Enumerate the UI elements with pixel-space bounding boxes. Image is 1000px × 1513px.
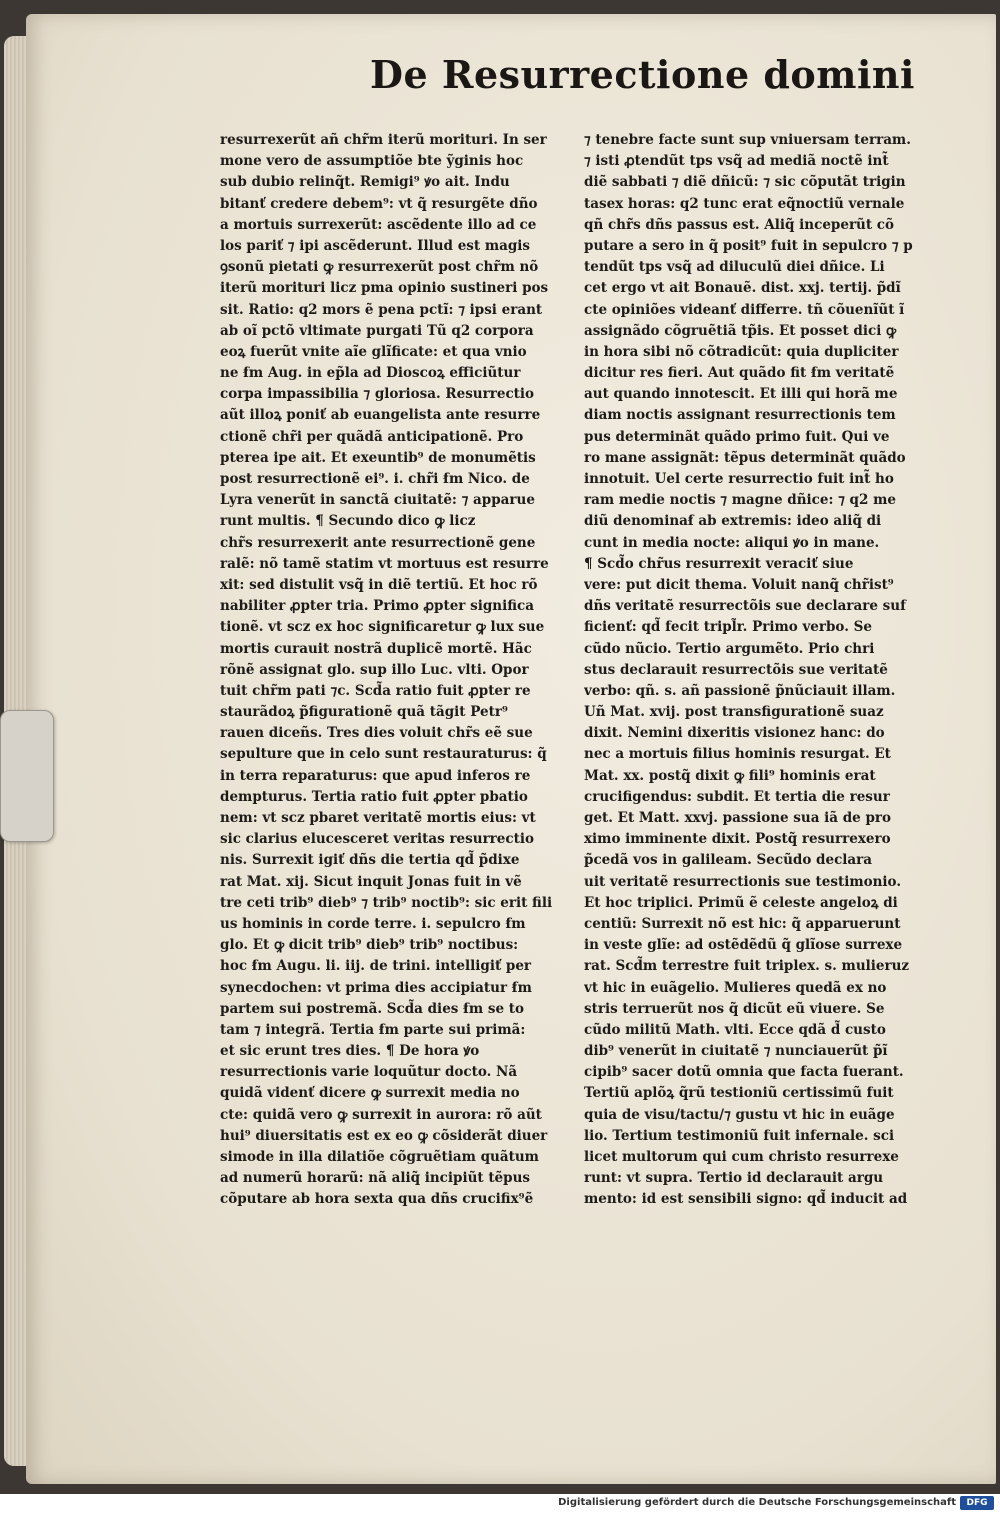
text-line: aũt illoꝝ poniť ab euangelista ante resurre <box>220 407 541 424</box>
text-line: tam ⁊ integrã. Tertia ẜm parte sui primã: <box>220 1021 526 1038</box>
text-line: dixit. Nemini dixeritis visionez hanc: do <box>584 725 885 742</box>
text-line: sit. Ratio: q2 mors ẽ pena pctĩ: ⁊ ipsi erant <box>220 301 543 318</box>
text-line: dib⁹ venerũt in ciuitatẽ ⁊ nunciauerũt p̃ĩ <box>584 1043 888 1060</box>
text-line: sub dubio relinq̃t. Remigi⁹ ꝟo ait. Indu <box>220 174 510 191</box>
text-line: ne ẜm Aug. in ep̃la ad Dioscoꝝ efficiũtur <box>220 365 521 382</box>
text-line: partem sui postremã. Scd̃a dies ẜm se to <box>220 1000 525 1017</box>
text-line: cunt in media nocte: aliqui ꝟo in mane. <box>584 534 880 551</box>
text-line: rat Mat. xij. Sicut inquit Jonas fuit in vẽ <box>220 873 522 890</box>
text-line: aut quando innotescit. Et illi qui horã me <box>584 386 898 403</box>
text-line: ꝯsonũ pietati ꝙ resurrexerũt post chr̃m nõ <box>220 259 539 276</box>
text-line: xit: sed distulit vsq̃ in diẽ tertiũ. Et hoc rõ <box>220 576 538 593</box>
text-line: nec a mortuis filius hominis resurgat. Et <box>584 746 891 763</box>
text-line: nabiliter ꝓpter tria. Primo ꝓpter significa <box>220 598 534 615</box>
text-line: iterũ morituri licz pma opinio sustineri pos <box>220 280 549 297</box>
text-line: tre ceti trib⁹ dieb⁹ ⁊ trib⁹ noctib⁹: sic erit fili <box>220 894 553 911</box>
text-line: rat. Scd̃m terrestre fuit triplex. s. mulieruz <box>584 958 910 975</box>
text-line: cũdo militũ Math. vlti. Ecce qdã d̃ custo <box>584 1021 886 1038</box>
text-line: nis. Surrexit igiť dñs die tertia qd̃ p̃dixe <box>220 852 520 869</box>
text-line: staurãdoꝝ p̃figurationẽ quã tãgit Petr⁹ <box>220 704 508 721</box>
text-line: quia de visu/tactu/⁊ gustu vt hic in euãge <box>584 1106 895 1123</box>
text-line: qñ chr̃s dñs passus est. Aliq̃ inceperũt cõ <box>584 216 895 233</box>
text-line: in hora sibi nõ cõtradicũt: quia dupliciter <box>584 343 899 360</box>
text-line: sic clarius elucesceret veritas resurrectio <box>220 831 534 848</box>
text-line: dñs veritatẽ resurrectõis sue declarare suf <box>584 598 906 615</box>
text-line: dempturus. Tertia ratio fuit ꝓpter pbatio <box>220 788 528 805</box>
text-line: ⁊ isti ꝓtendũt tps vsq̃ ad mediã noctẽ int̃ <box>584 153 889 170</box>
text-line: resurrectionis varie loquũtur docto. Nã <box>220 1064 518 1081</box>
text-line: runt multis. ¶ Secundo dico ꝙ licz <box>220 513 476 530</box>
text-line: cõputare ab hora sexta qua dñs crucifix⁹ẽ <box>220 1191 534 1208</box>
text-line: eoꝝ fuerũt vnite aĩe glĩficate: et qua vnio <box>220 343 527 360</box>
text-line: in veste glĩe: ad ostẽdẽdũ q̃ glĩose surrexe <box>584 937 903 954</box>
text-line: diẽ sabbati ⁊ diẽ dñicũ: ⁊ sic cõputãt trigin <box>584 174 906 191</box>
text-line: ralẽ: nõ tamẽ statim vt mortuus est resurre <box>220 555 549 572</box>
text-line: Lyra venerũt in sanctã ciuitatẽ: ⁊ apparue <box>220 492 535 509</box>
text-line: sepulture que in celo sunt restauraturus: q̃ <box>220 746 547 763</box>
text-line: ⁊ tenebre facte sunt sup vniuersam terram. <box>584 132 911 148</box>
right-text-column <box>584 130 929 1211</box>
text-line: tendũt tps vsq̃ ad diluculũ diei dñice. Li <box>584 259 885 276</box>
text-line: Uñ Mat. xvij. post transfigurationẽ suaz <box>584 704 884 721</box>
text-line: nem: vt scz pbaret veritatẽ mortis eius: vt <box>220 810 536 826</box>
funding-credit: Digitalisierung gefördert durch die Deutsche Forschungsgemeinschaft <box>558 1497 956 1508</box>
text-line: stus declarauit resurrectõis sue veritatẽ <box>584 661 888 678</box>
text-line: centiũ: Surrexit nõ est hic: q̃ apparuerunt <box>584 915 901 932</box>
text-line: post resurrectionẽ ei⁹. i. chr̃i ẜm Nico. de <box>220 471 530 487</box>
text-line: chr̃s resurrexerit ante resurrectionẽ gene <box>220 534 536 551</box>
text-line: mortis curauit nostrã duplicẽ mortẽ. Hãc <box>220 640 532 657</box>
text-line: crucifigendus: subdit. Et tertia die resur <box>584 788 890 805</box>
text-line: pus determinãt quãdo primo fuit. Qui ve <box>584 428 890 445</box>
footer-bar <box>0 1494 1000 1513</box>
text-line: ximo imminente dixit. Postq̃ resurrexero <box>584 831 891 848</box>
text-line: cte: quidã vero ꝙ surrexit in aurora: rõ aũt <box>220 1106 542 1123</box>
text-line: ficienť: qd̃ fecit tripl̃r. Primo verbo. Se <box>584 619 872 636</box>
text-line: quidã videnť dicere ꝙ surrexit media no <box>220 1085 520 1102</box>
text-line: et sic erunt tres dies. ¶ De hora ꝟo <box>220 1043 480 1060</box>
text-line: assignãdo cõgruẽtiã tp̃is. Et posset dici ꝙ <box>584 322 897 339</box>
text-line: ro mane assignãt: tẽpus determinãt quãdo <box>584 449 906 466</box>
text-line: ab oĩ pctõ vltimate purgati Tũ q2 corpora <box>220 322 534 339</box>
text-line: in terra reparaturus: que apud inferos re <box>220 767 531 784</box>
text-line: los pariť ⁊ ipi ascẽderunt. Illud est magis <box>220 237 531 254</box>
text-line: Tertiũ aplõꝝ q̃rũ testioniũ certissimũ fuit <box>584 1085 894 1102</box>
text-line: corpa impassibilia ⁊ gloriosa. Resurrectio <box>220 386 535 403</box>
text-line: vt hic in euãgelio. Mulieres quedã ex no <box>584 979 887 996</box>
text-line: bitanť credere debem⁹: vt q̃ resurgẽte dño <box>220 195 538 212</box>
text-line: licet multorum qui cum christo resurrexe <box>584 1149 899 1165</box>
left-text-column <box>220 130 565 1211</box>
text-line: a mortuis surrexerũt: ascẽdente illo ad ce <box>220 216 537 233</box>
text-line: ¶ Scd̃o chr̃us resurrexit veraciť siue <box>584 555 854 572</box>
page-clip <box>0 710 54 842</box>
text-line: tionẽ. vt scz ex hoc significaretur ꝙ lux sue <box>220 619 545 636</box>
text-line: Et hoc triplici. Primũ ẽ celeste angeloꝝ di <box>584 894 898 911</box>
text-line: rõnẽ assignat glo. sup illo Luc. vlti. Opor <box>220 661 529 678</box>
text-line: runt: vt supra. Tertio id declarauit argu <box>584 1170 884 1187</box>
text-line: lio. Tertium testimoniũ fuit infernale. sci <box>584 1127 895 1144</box>
text-line: resurrexerũt añ chr̃m iterũ morituri. In ser <box>220 132 547 148</box>
text-line: cũdo nũcio. Tertio argumẽto. Prio chri <box>584 640 875 657</box>
text-line: hui⁹ diuersitatis est ex eo ꝙ cõsiderãt diuer <box>220 1127 548 1144</box>
running-head: De Resurrectione domini <box>370 52 915 97</box>
text-line: p̃cedã vos in galileam. Secũdo declara <box>584 852 873 869</box>
dfg-logo-icon: DFG <box>960 1496 994 1510</box>
text-line: get. Et Matt. xxvj. passione sua iã de pro <box>584 810 892 826</box>
text-line: Mat. xx. postq̃ dixit ꝙ fili⁹ hominis erat <box>584 767 876 784</box>
text-line: hoc ẜm Augu. li. iij. de trini. intelligiť per <box>220 958 532 975</box>
text-line: cet ergo vt ait Bonauẽ. dist. xxj. tertij. p̃dĩ <box>584 280 901 297</box>
text-line: diũ denominaẜ ab extremis: ideo aliq̃ di <box>584 513 882 530</box>
text-line: mento: id est sensibili signo: qd̃ inducit ad <box>584 1191 908 1208</box>
text-line: cte opiniões videanť differre. tñ cõuenĩũt ĩ <box>584 301 905 318</box>
text-line: vere: put dicit thema. Voluit nanq̃ chr̃ist⁹ <box>584 576 894 593</box>
text-line: uit veritatẽ resurrectionis sue testimonio. <box>584 873 902 890</box>
text-line: dicitur res fieri. Aut quãdo fit ẜm veritatẽ <box>584 365 895 382</box>
text-line: rauen diceñs. Tres dies voluit chr̃s eẽ sue <box>220 725 533 742</box>
text-line: tasex horas: q2 tunc erat eq̃noctiũ vernale <box>584 195 905 212</box>
text-line: ctionẽ chr̃i per quãdã anticipationẽ. Pro <box>220 428 524 445</box>
text-line: cipib⁹ sacer dotũ omnia que facta fuerant. <box>584 1064 904 1081</box>
text-line: simode in illa dilatiõe cõgruẽtiam quãtum <box>220 1149 539 1165</box>
text-line: us hominis in corde terre. i. sepulcro ẜm <box>220 915 526 932</box>
text-line: ad numerũ horarũ: nã aliq̃ incipiũt tẽpus <box>220 1170 531 1187</box>
text-line: diam noctis assignant resurrectionis tem <box>584 407 896 424</box>
text-line: synecdochen: vt prima dies accipiatur ẜm <box>220 979 532 996</box>
text-line: tuit chr̃m pati ⁊c. Scd̃a ratio fuit ꝓpter re <box>220 682 531 699</box>
text-line: innotuit. Uel certe resurrectio fuit int̃ ho <box>584 471 894 487</box>
text-line: stris terruerũt nos q̃ dicũt eũ viuere. Se <box>584 1000 885 1017</box>
text-line: verbo: qñ. s. añ passionẽ p̃nũciauit illam. <box>584 682 896 699</box>
text-line: glo. Et ꝙ dicit trib⁹ dieb⁹ trib⁹ noctibus: <box>220 937 519 954</box>
text-line: putare a sero in q̃ posit⁹ fuit in sepulcro ⁊ p <box>584 237 913 254</box>
text-line: mone vero de assumptiõe bte ỹginis hoc <box>220 153 524 170</box>
text-line: pterea ipe ait. Et exeuntib⁹ de monumẽtis <box>220 449 536 466</box>
text-line: ram medie noctis ⁊ magne dñice: ⁊ q2 me <box>584 492 896 509</box>
